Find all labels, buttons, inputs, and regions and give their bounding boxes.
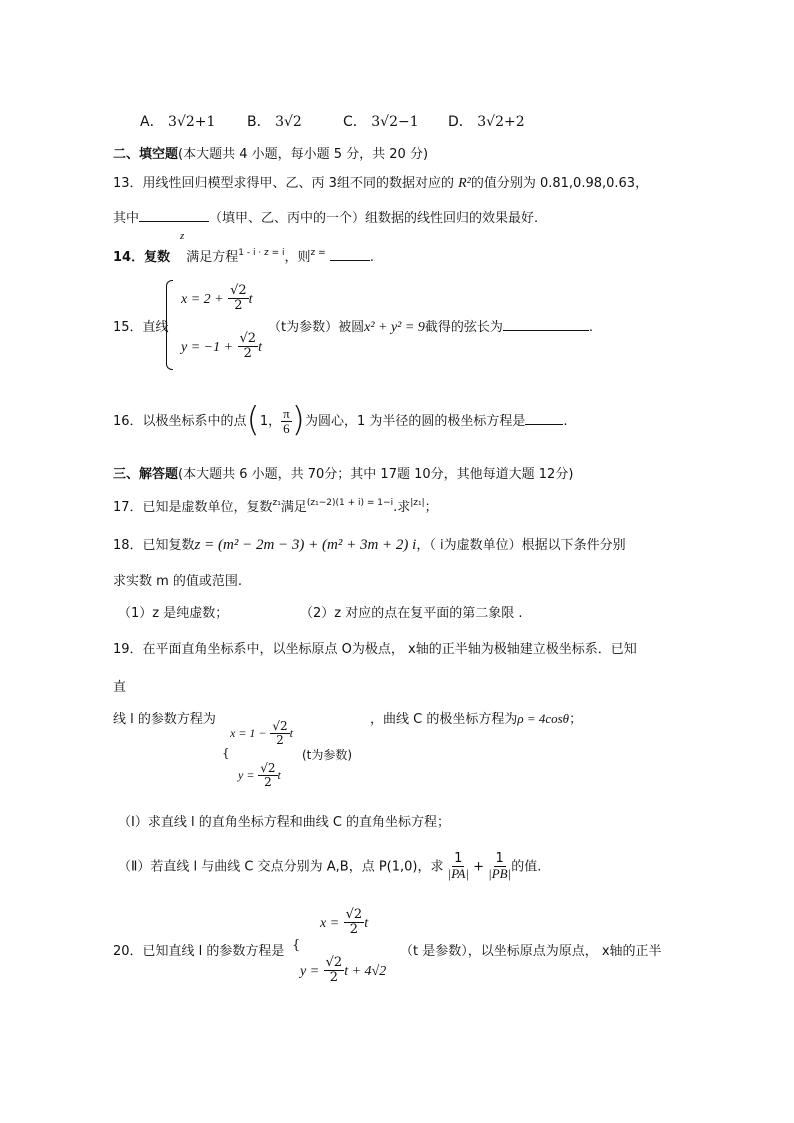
q19-x-equation xyxy=(230,720,293,747)
q14-answer-blank[interactable] xyxy=(330,260,370,261)
q17-text-a: 17．已知是虚数单位，复数 xyxy=(113,500,273,515)
q15-x-lhs: x = 2 + xyxy=(181,291,224,307)
q19-param: (t为参数) xyxy=(302,748,353,762)
q18-expression: z = (m² − 2m − 3) + (m² + 3m + 2) i xyxy=(194,537,417,553)
q13-text-d: （填甲、乙、丙中的一个）组数据的线性回归的效果最好. xyxy=(209,211,539,226)
q19-part2-text: （Ⅱ）若直线 l 与曲线 C 交点分别为 A,B，点 P(1,0)，求 xyxy=(118,859,444,875)
q14-number: 14．复数 xyxy=(113,250,171,265)
q17-text-b: 满足 xyxy=(280,500,307,515)
option-a-label: A． xyxy=(140,114,164,130)
q17-equation: (z₁−2)(1 + i) = 1−i xyxy=(306,498,394,508)
q15-x-den: 2 xyxy=(234,298,243,314)
section3-heading xyxy=(113,463,573,482)
q19-line1: 19．在平面直角坐标系中，以坐标原点 O为极点， x轴的正半轴为极轴建立极坐标系．已知 xyxy=(113,642,637,657)
q20-y-tail: t + 4√2 xyxy=(344,963,387,979)
q16-p1: 1， xyxy=(259,414,282,429)
option-b-value: 3√2 xyxy=(275,114,302,130)
q14-text: 满足方程 xyxy=(186,250,239,265)
q19-line2 xyxy=(370,708,582,727)
q17-modulus: |z₁| xyxy=(410,498,425,508)
q19-frac2-num: 1 xyxy=(495,851,504,866)
q17-text-c: .求 xyxy=(393,500,411,515)
q20-line1b: （t 是参数），以坐标原点为原点， x轴的正半 xyxy=(400,944,662,959)
q15-end: . xyxy=(588,320,593,335)
q20-y-equation xyxy=(300,956,386,986)
q17-end: ； xyxy=(424,500,438,515)
option-b xyxy=(247,111,302,131)
q16-pi: π xyxy=(283,405,290,421)
q18-text-a: 18．已知复数 xyxy=(113,538,195,553)
section2-heading xyxy=(113,143,428,162)
q19-y-equation xyxy=(238,762,281,789)
q20-x-equation xyxy=(320,908,368,938)
q18-line1 xyxy=(113,534,626,554)
q16-end: . xyxy=(563,414,568,429)
q19-brace: { xyxy=(222,746,230,760)
q19-x-num: √2 xyxy=(272,719,288,733)
q14-equation: 1 - i · z = i xyxy=(238,248,285,258)
q15-brace xyxy=(166,280,173,370)
section3-title: 三、解答题 xyxy=(113,467,179,482)
option-c xyxy=(343,111,419,131)
q15-y-den: 2 xyxy=(243,346,252,362)
q19-part2 xyxy=(118,852,541,882)
q14 xyxy=(113,246,374,265)
q20-x-t: t xyxy=(364,915,369,931)
q18-part1: （1）z 是纯虚数； xyxy=(118,606,229,621)
q16-six: 6 xyxy=(283,421,290,436)
q15-x-num: √2 xyxy=(230,283,247,298)
q19-x-den: 2 xyxy=(276,733,284,748)
q20-line1a: 20．已知直线 l 的参数方程是 xyxy=(113,944,285,959)
q19-frac1-num: 1 xyxy=(454,851,463,866)
q15-param: （t为参数）被圆 xyxy=(268,320,365,335)
q20-y-lhs: y = xyxy=(300,963,320,979)
q15-y-lhs: y = −1 + xyxy=(181,339,234,355)
q16-text-b: 为圆心，1 为半径的圆的极坐标方程是 xyxy=(304,414,526,429)
q19-y-den: 2 xyxy=(264,775,272,790)
q19-plus: + xyxy=(473,859,485,875)
q19-end: ； xyxy=(569,712,583,727)
option-c-value: 3√2−1 xyxy=(371,114,419,130)
section2-desc: (本大题共 4 小题，每小题 5 分，共 20 分) xyxy=(178,147,429,162)
q19-line1b: 直 xyxy=(113,680,127,695)
q18-part2: （2）z 对应的点在复平面的第二象限 . xyxy=(300,606,523,621)
q17 xyxy=(113,496,438,515)
q14-z-label: z xyxy=(180,230,185,242)
q15-x-equation xyxy=(181,284,253,314)
q13-r2: R² xyxy=(458,176,471,191)
option-c-label: C． xyxy=(343,114,367,130)
option-a-value: 3√2+1 xyxy=(168,114,216,130)
q16-text-a: 16．以极坐标系中的点 xyxy=(113,414,247,429)
q13-text-a: 13．用线性回归模型求得甲、乙、丙 3组不同的数据对应的 xyxy=(113,176,454,191)
section2-title: 二、填空题 xyxy=(113,147,179,162)
q19-part1: （Ⅰ）求直线 l 的直角坐标方程和曲线 C 的直角坐标方程； xyxy=(118,815,451,830)
q15-number: 15．直线 xyxy=(113,320,169,335)
q15-y-t: t xyxy=(258,339,262,355)
q14-end: . xyxy=(369,250,374,265)
q15-answer-blank[interactable] xyxy=(503,330,589,331)
q16: 16．以极坐标系中的点(1， $\frac{\pi}{6}$ )为圆心，1 为半径的圆的极坐标方程是 . xyxy=(113,400,568,440)
q13-line2 xyxy=(113,207,538,226)
q19-x-t: t xyxy=(289,726,293,741)
option-b-label: B． xyxy=(247,114,271,130)
q20-y-den: 2 xyxy=(329,970,339,986)
q19-frac2-den: |PB| xyxy=(488,866,512,882)
q15-tail xyxy=(268,316,593,336)
q19-frac1-den: |PA| xyxy=(447,866,469,882)
q18-text-b: ，（ i为虚数单位）根据以下条件分别 xyxy=(416,538,626,553)
q20-x-num: √2 xyxy=(345,907,363,922)
q14-then: ，则 xyxy=(284,250,311,265)
q14-zeq: z = xyxy=(310,248,326,258)
q19-x-lhs: x = 1 − xyxy=(230,726,267,741)
option-d-label: D． xyxy=(448,114,473,130)
q19-y-t: t xyxy=(277,768,281,783)
option-d xyxy=(448,111,525,131)
q19-y-lhs: y = xyxy=(238,768,255,783)
q13-answer-blank[interactable] xyxy=(139,221,209,222)
q13-line1 xyxy=(113,172,648,192)
q20-x-den: 2 xyxy=(349,922,359,938)
q15-circle: x² + y² = 9 xyxy=(364,320,425,335)
q19-part2-end: 的值. xyxy=(511,859,542,875)
option-a xyxy=(140,111,215,131)
q19-text-b: ，曲线 C 的极坐标方程为 xyxy=(370,712,518,727)
q17-z1: z₁ xyxy=(272,498,281,508)
q15-after: 截得的弦长为 xyxy=(424,320,503,335)
q18-line2: 求实数 m 的值或范围. xyxy=(113,574,243,589)
q20-y-num: √2 xyxy=(325,955,343,970)
q19-line2a: 线 l 的参数方程为 xyxy=(113,712,216,727)
q13-text-c: 其中 xyxy=(113,211,140,226)
q15-y-num: √2 xyxy=(239,331,257,346)
q19-polar: ρ = 4cosθ xyxy=(517,711,570,726)
q15-y-equation xyxy=(181,332,262,362)
q16-answer-blank[interactable] xyxy=(525,424,563,425)
q19-y-num: √2 xyxy=(260,761,276,775)
section3-desc: (本大题共 6 小题，共 70分；其中 17题 10分，其他每道大题 12分) xyxy=(178,467,574,482)
q20-brace: { xyxy=(292,938,301,953)
q20-x-lhs: x = xyxy=(320,915,340,931)
q13-text-b: 的值分别为 0.81,0.98,0.63， xyxy=(470,176,649,191)
q15-x-t: t xyxy=(248,291,253,307)
option-d-value: 3√2+2 xyxy=(477,114,525,130)
